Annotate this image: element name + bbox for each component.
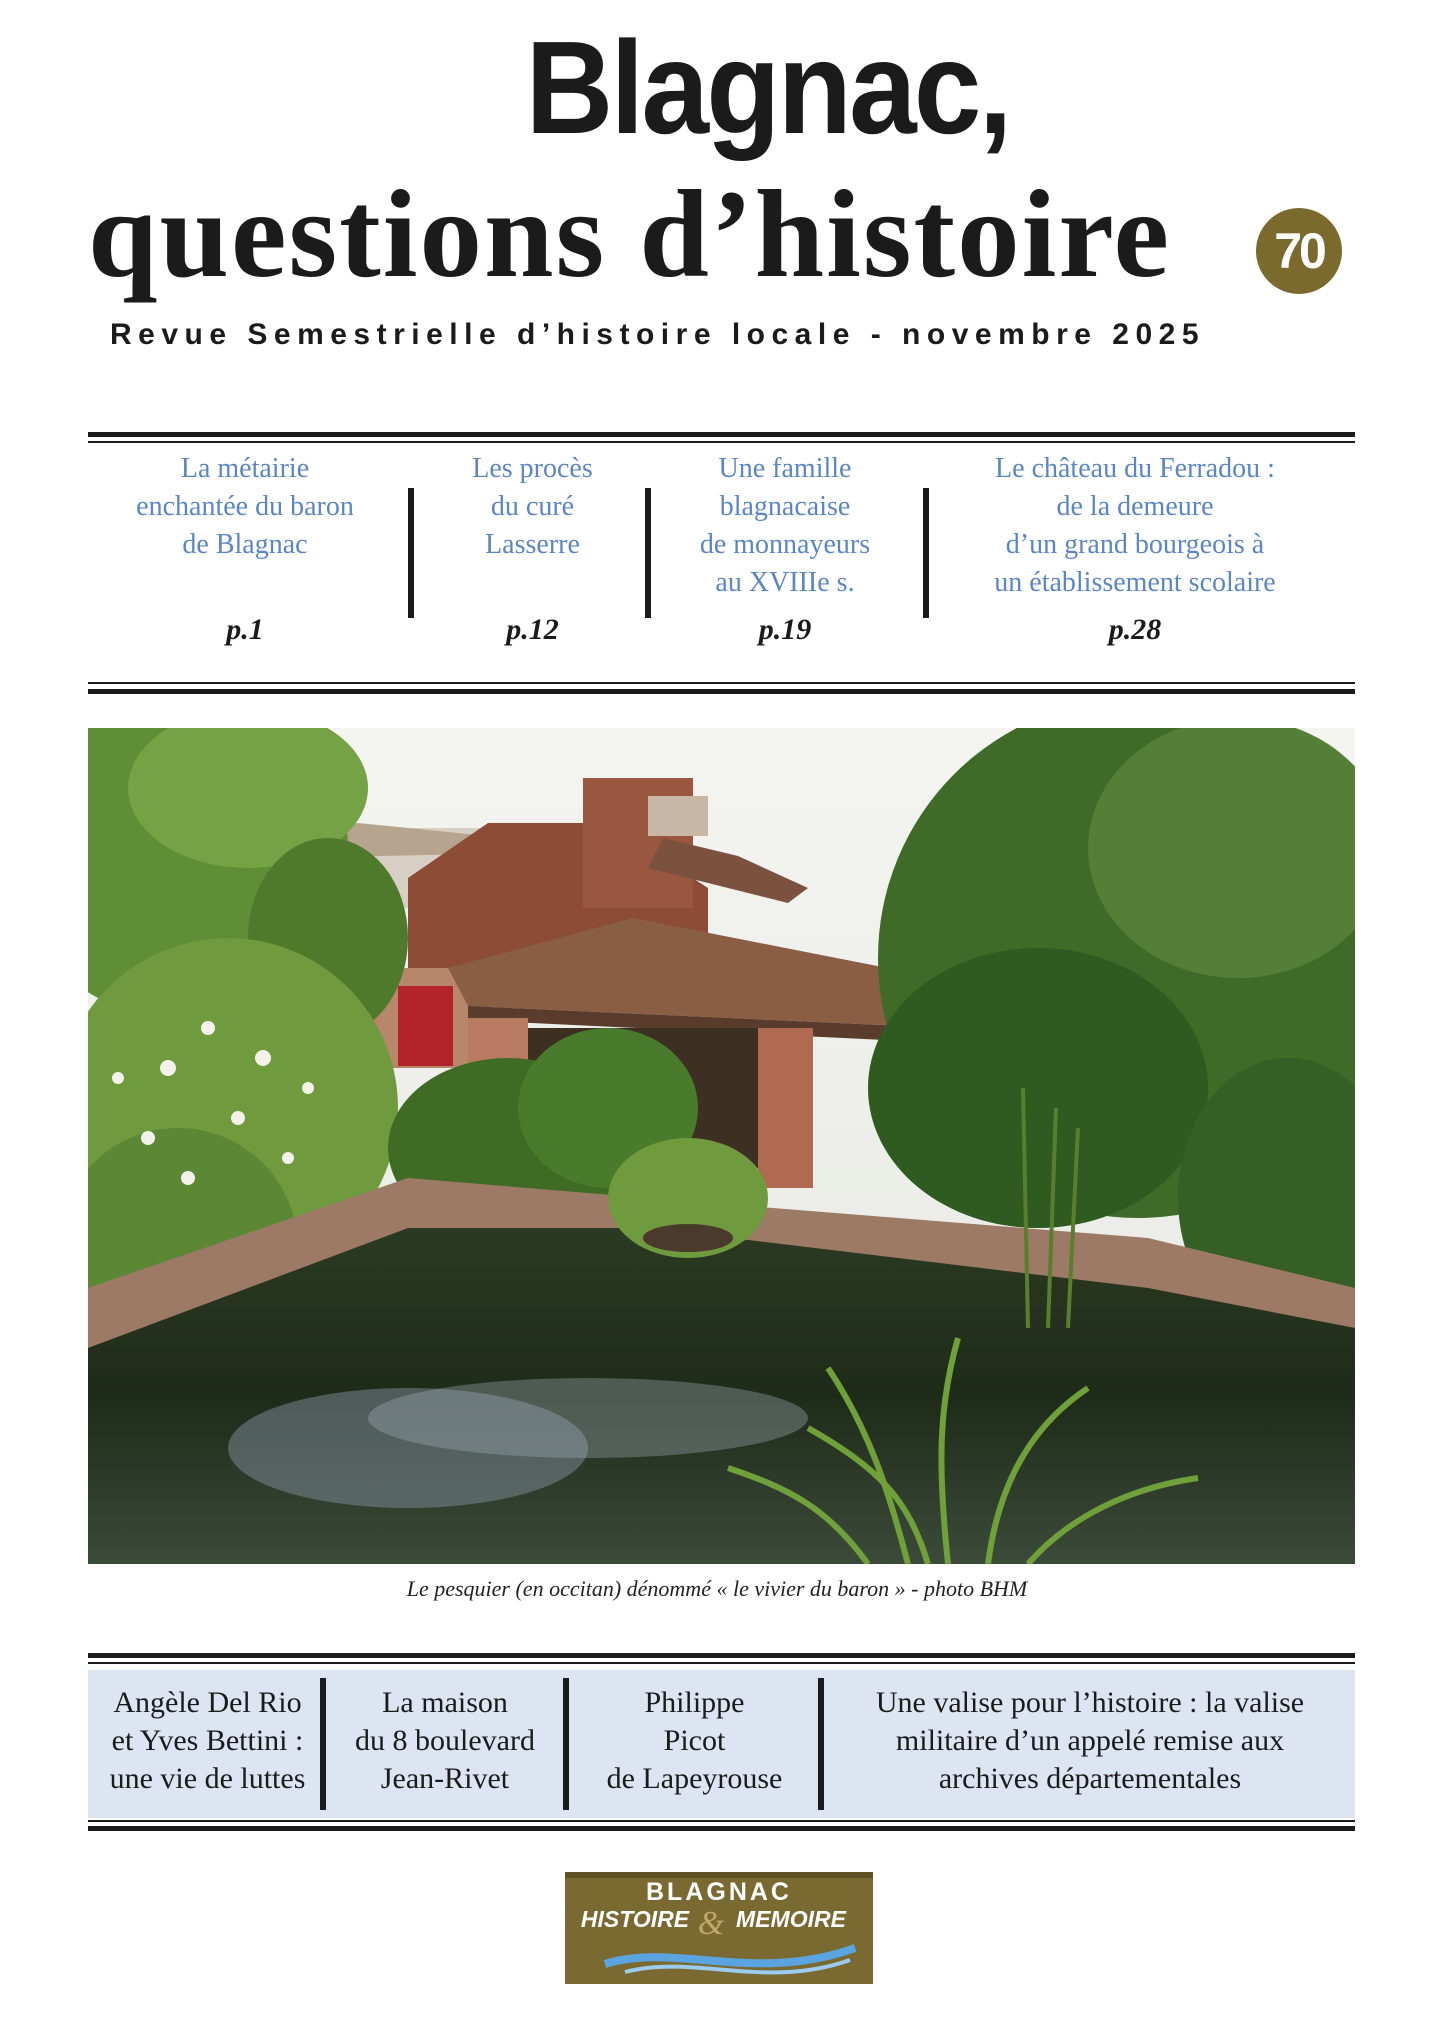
subtitle: Revue Semestrielle d’histoire locale - novembre 2025 [110, 318, 1206, 351]
mid-rule-thin [88, 682, 1355, 684]
bottom-item-4[interactable] [830, 1684, 1350, 1798]
bottom-item-4-line: archives départementales [938, 1762, 1242, 1795]
blagnac-histoire-memoire-logo[interactable] [565, 1872, 873, 1984]
bottom-item-3-line: de Lapeyrouse [606, 1762, 783, 1795]
logo-word-right: MEMOIRE [736, 1906, 846, 1932]
bottom-item-1-line: une vie de luttes [109, 1762, 306, 1795]
toc-page-3: p.19 [758, 613, 812, 646]
bottom-rule-thin-bottom [88, 1820, 1355, 1822]
bottom-item-3[interactable] [572, 1684, 817, 1798]
bottom-item-4-line: Une valise pour l’histoire : la valise [875, 1686, 1305, 1719]
toc-item-4-line: un établissement scolaire [994, 567, 1276, 598]
bottom-item-2-line: du 8 boulevard [355, 1724, 535, 1757]
cover-photo [88, 728, 1355, 1564]
bottom-item-3-line: Picot [663, 1724, 726, 1757]
toc-divider [645, 488, 651, 618]
toc-item-2-line: Lasserre [485, 529, 580, 560]
title-line-2: questions d’histoire [88, 166, 1172, 304]
photo-caption: Le pesquier (en occitan) dénommé « le vivier du baron » - photo BHM [406, 1576, 1028, 1601]
bottom-item-1[interactable] [95, 1684, 320, 1798]
top-rule-thin [88, 441, 1355, 443]
bottom-rule-thin-top [88, 1662, 1355, 1664]
bottom-item-1-line: Angèle Del Rio [113, 1686, 302, 1719]
toc-item-3-line: blagnacaise [719, 491, 851, 522]
logo-ampersand: & [697, 1905, 725, 1942]
toc-item-1-line: La métairie [180, 453, 310, 484]
logo-line1: BLAGNAC [646, 1878, 792, 1906]
issue-number-badge: 70 [1256, 208, 1342, 294]
toc-page-4: p.28 [1108, 613, 1162, 646]
toc-item-2-line: du curé [490, 491, 575, 522]
logo-word-left: HISTOIRE [580, 1906, 690, 1932]
toc-divider [408, 488, 414, 618]
bottom-divider [818, 1678, 824, 1810]
toc-item-1[interactable] [100, 450, 390, 564]
toc-item-4[interactable] [940, 450, 1330, 602]
toc-item-3-line: Une famille [718, 453, 852, 484]
toc-item-2-line: Les procès [472, 453, 593, 484]
bottom-rule-thick-bottom [88, 1826, 1355, 1831]
top-rule-thick [88, 432, 1355, 437]
bottom-item-1-line: et Yves Bettini : [111, 1724, 304, 1757]
bottom-item-2-line: Jean-Rivet [380, 1762, 510, 1795]
toc-divider [923, 488, 929, 618]
toc-item-4-line: Le château du Ferradou : [995, 453, 1275, 484]
toc-item-2[interactable] [420, 450, 645, 564]
bottom-item-2-line: La maison [382, 1686, 508, 1719]
bottom-divider [320, 1678, 326, 1810]
mid-rule-thick [88, 689, 1355, 694]
toc-item-4-line: de la demeure [1056, 491, 1214, 522]
bottom-item-2[interactable] [330, 1684, 560, 1798]
toc-item-4-line: d’un grand bourgeois à [1005, 529, 1265, 560]
bottom-divider [563, 1678, 569, 1810]
toc-item-3[interactable] [660, 450, 910, 602]
toc-item-3-line: de monnayeurs [699, 529, 871, 560]
toc-page-2: p.12 [506, 613, 559, 646]
title-line-1: Blagnac, [525, 14, 1010, 161]
bottom-item-3-line: Philippe [644, 1686, 745, 1719]
toc-page-1: p.1 [226, 613, 264, 646]
bottom-item-4-line: militaire d’un appelé remise aux [895, 1724, 1285, 1757]
toc-item-1-line: enchantée du baron [136, 491, 354, 522]
toc-item-3-line: au XVIIIe s. [715, 567, 855, 598]
bottom-rule-thick-top [88, 1653, 1355, 1658]
toc-item-1-line: de Blagnac [182, 529, 308, 560]
